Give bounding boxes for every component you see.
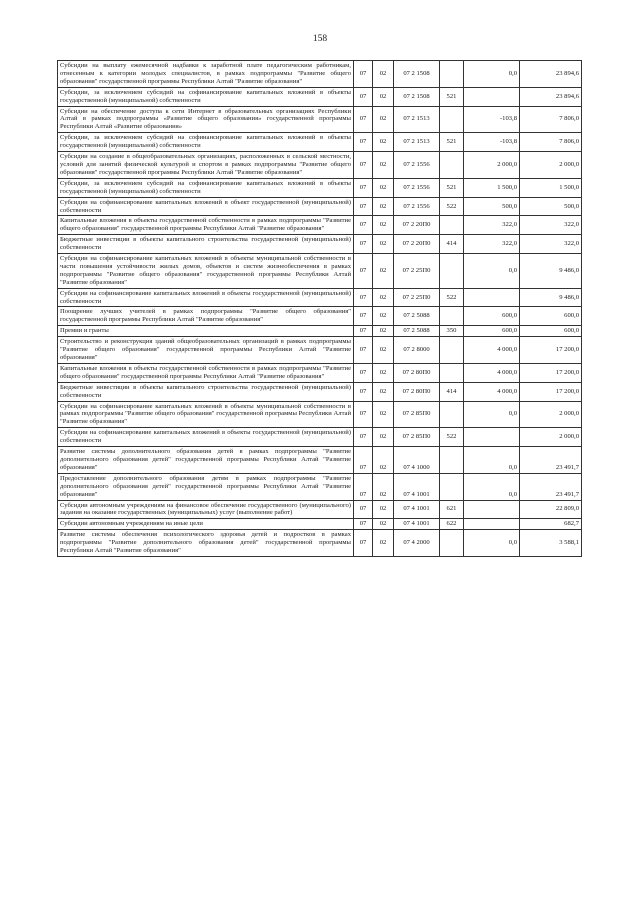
amount-total: 2 000,0 bbox=[520, 428, 582, 447]
target-article-code: 07 4 1001 bbox=[394, 473, 440, 500]
subsection-code: 02 bbox=[373, 530, 394, 557]
amount-change: 0,0 bbox=[464, 447, 520, 474]
table-row bbox=[58, 152, 582, 179]
row-description: Премии и гранты bbox=[58, 326, 354, 337]
table-row bbox=[58, 133, 582, 152]
expense-type-code bbox=[440, 216, 464, 235]
expense-type-code: 414 bbox=[440, 382, 464, 401]
amount-change: 2 000,0 bbox=[464, 152, 520, 179]
amount-change: 322,0 bbox=[464, 235, 520, 254]
table-row bbox=[58, 337, 582, 364]
row-description: Капитальные вложения в объекты государственной собственности в рамках подпрограммы "Развитие общего образования" государственной программы Республики Алтай "Развитие образования" bbox=[58, 216, 354, 235]
amount-change: 4 000,0 bbox=[464, 363, 520, 382]
subsection-code: 02 bbox=[373, 288, 394, 307]
table-row bbox=[58, 447, 582, 474]
expense-type-code: 621 bbox=[440, 500, 464, 519]
target-article-code: 07 2 1556 bbox=[394, 152, 440, 179]
amount-total: 9 486,0 bbox=[520, 254, 582, 289]
table-row bbox=[58, 500, 582, 519]
target-article-code: 07 2 80П0 bbox=[394, 363, 440, 382]
subsection-code: 02 bbox=[373, 178, 394, 197]
table-row bbox=[58, 288, 582, 307]
amount-change bbox=[464, 288, 520, 307]
row-description: Бюджетные инвестиции в объекты капитального строительства государственной (муниципальной) собственности bbox=[58, 235, 354, 254]
section-code: 07 bbox=[354, 197, 373, 216]
target-article-code: 07 2 85П0 bbox=[394, 401, 440, 428]
target-article-code: 07 4 1001 bbox=[394, 519, 440, 530]
subsection-code: 02 bbox=[373, 428, 394, 447]
section-code: 07 bbox=[354, 401, 373, 428]
row-description: Субсидии на выплату ежемесячной надбавки к заработной плате педагогическим работникам, отнесенным к категории молодых специалистов, в рамках подпрограммы "Развитие общего образования" государственной программы Республики Алтай "Развитие образования" bbox=[58, 61, 354, 88]
table-row bbox=[58, 197, 582, 216]
row-description: Субсидии, за исключением субсидий на софинансирование капитальных вложений в объекты государственной (муниципальной) собственности bbox=[58, 87, 354, 106]
amount-change: 0,0 bbox=[464, 401, 520, 428]
section-code: 07 bbox=[354, 519, 373, 530]
table-row bbox=[58, 106, 582, 133]
expense-type-code: 350 bbox=[440, 326, 464, 337]
expense-type-code bbox=[440, 401, 464, 428]
subsection-code: 02 bbox=[373, 337, 394, 364]
section-code: 07 bbox=[354, 473, 373, 500]
amount-total: 1 500,0 bbox=[520, 178, 582, 197]
section-code: 07 bbox=[354, 235, 373, 254]
subsection-code: 02 bbox=[373, 133, 394, 152]
amount-change bbox=[464, 87, 520, 106]
table-row bbox=[58, 428, 582, 447]
table-row bbox=[58, 87, 582, 106]
section-code: 07 bbox=[354, 61, 373, 88]
subsection-code: 02 bbox=[373, 473, 394, 500]
amount-total: 7 806,0 bbox=[520, 133, 582, 152]
amount-total: 23 491,7 bbox=[520, 447, 582, 474]
table-row bbox=[58, 473, 582, 500]
amount-change: 0,0 bbox=[464, 530, 520, 557]
subsection-code: 02 bbox=[373, 254, 394, 289]
row-description: Субсидии, за исключением субсидий на софинансирование капитальных вложений в объекты государственной (муниципальной) собственности bbox=[58, 133, 354, 152]
target-article-code: 07 4 1001 bbox=[394, 500, 440, 519]
amount-total: 17 200,0 bbox=[520, 363, 582, 382]
subsection-code: 02 bbox=[373, 307, 394, 326]
subsection-code: 02 bbox=[373, 519, 394, 530]
target-article-code: 07 2 5088 bbox=[394, 326, 440, 337]
section-code: 07 bbox=[354, 326, 373, 337]
expense-type-code: 522 bbox=[440, 428, 464, 447]
row-description: Субсидии на обеспечение доступа к сети Интернет в образовательных организациях Республики Алтай в рамках подпрограммы «Развитие общего образования» государственной программы Республики Алтай «Развитие образования» bbox=[58, 106, 354, 133]
table-row bbox=[58, 307, 582, 326]
table-row bbox=[58, 235, 582, 254]
subsection-code: 02 bbox=[373, 447, 394, 474]
section-code: 07 bbox=[354, 87, 373, 106]
target-article-code: 07 2 1508 bbox=[394, 87, 440, 106]
expense-type-code bbox=[440, 307, 464, 326]
row-description: Капитальные вложения в объекты государственной собственности в рамках подпрограммы "Развитие общего образования" государственной программы Республики Алтай "Развитие образования" bbox=[58, 363, 354, 382]
section-code: 07 bbox=[354, 106, 373, 133]
amount-total: 2 000,0 bbox=[520, 152, 582, 179]
expense-type-code bbox=[440, 530, 464, 557]
section-code: 07 bbox=[354, 178, 373, 197]
budget-table bbox=[57, 60, 582, 557]
expense-type-code bbox=[440, 473, 464, 500]
target-article-code: 07 4 2000 bbox=[394, 530, 440, 557]
subsection-code: 02 bbox=[373, 87, 394, 106]
section-code: 07 bbox=[354, 382, 373, 401]
row-description: Субсидии на софинансирование капитальных вложений в объекты государственной (муниципальной) собственности bbox=[58, 288, 354, 307]
amount-change: 500,0 bbox=[464, 197, 520, 216]
row-description: Субсидии автономным учреждениям на иные цели bbox=[58, 519, 354, 530]
amount-total: 17 200,0 bbox=[520, 382, 582, 401]
target-article-code: 07 2 1508 bbox=[394, 61, 440, 88]
subsection-code: 02 bbox=[373, 500, 394, 519]
row-description: Поощрение лучших учителей в рамках подпрограммы "Развитие общего образования" государственной программы Республики Алтай "Развитие образования" bbox=[58, 307, 354, 326]
page-number: 158 bbox=[312, 34, 328, 44]
row-description: Субсидии на софинансирование капитальных вложений в объект государственной (муниципальной) собственности bbox=[58, 197, 354, 216]
target-article-code: 07 2 25П0 bbox=[394, 288, 440, 307]
row-description: Предоставление дополнительного образования детям в рамках подпрограммы "Развитие дополнительного образования детей" государственной программы Республики Алтай "Развитие образования" bbox=[58, 473, 354, 500]
amount-change: 600,0 bbox=[464, 326, 520, 337]
amount-change: 1 500,0 bbox=[464, 178, 520, 197]
target-article-code: 07 2 20П0 bbox=[394, 235, 440, 254]
target-article-code: 07 2 5088 bbox=[394, 307, 440, 326]
amount-change bbox=[464, 500, 520, 519]
target-article-code: 07 4 1000 bbox=[394, 447, 440, 474]
target-article-code: 07 2 1513 bbox=[394, 133, 440, 152]
section-code: 07 bbox=[354, 288, 373, 307]
expense-type-code: 521 bbox=[440, 178, 464, 197]
amount-change: -103,8 bbox=[464, 133, 520, 152]
amount-change: 600,0 bbox=[464, 307, 520, 326]
row-description: Строительство и реконструкция зданий общеобразовательных организаций в рамках подпрограммы "Развитие общего образования" государственной программы Республики Алтай "Развитие образования" bbox=[58, 337, 354, 364]
row-description: Субсидии на софинансирование капитальных вложений в объекты муниципальной собственности в части повышения устойчивости жилых домов, объектов и систем жизнеобеспечения в рамках подпрограммы "Развитие общего образования" государственной программы Республики Алтай "Развитие образования" bbox=[58, 254, 354, 289]
section-code: 07 bbox=[354, 216, 373, 235]
amount-change: 322,0 bbox=[464, 216, 520, 235]
amount-total: 17 200,0 bbox=[520, 337, 582, 364]
subsection-code: 02 bbox=[373, 401, 394, 428]
expense-type-code bbox=[440, 363, 464, 382]
table-row bbox=[58, 519, 582, 530]
amount-total: 9 486,0 bbox=[520, 288, 582, 307]
subsection-code: 02 bbox=[373, 106, 394, 133]
section-code: 07 bbox=[354, 530, 373, 557]
amount-total: 23 491,7 bbox=[520, 473, 582, 500]
expense-type-code bbox=[440, 61, 464, 88]
section-code: 07 bbox=[354, 363, 373, 382]
section-code: 07 bbox=[354, 428, 373, 447]
amount-change bbox=[464, 519, 520, 530]
section-code: 07 bbox=[354, 447, 373, 474]
amount-total: 600,0 bbox=[520, 307, 582, 326]
table-row bbox=[58, 363, 582, 382]
table-row bbox=[58, 216, 582, 235]
table-row bbox=[58, 401, 582, 428]
subsection-code: 02 bbox=[373, 326, 394, 337]
subsection-code: 02 bbox=[373, 197, 394, 216]
row-description: Субсидии, за исключением субсидий на софинансирование капитальных вложений в объекты государственной (муниципальной) собственности bbox=[58, 178, 354, 197]
target-article-code: 07 2 1556 bbox=[394, 178, 440, 197]
subsection-code: 02 bbox=[373, 363, 394, 382]
target-article-code: 07 2 8000 bbox=[394, 337, 440, 364]
expense-type-code: 622 bbox=[440, 519, 464, 530]
subsection-code: 02 bbox=[373, 235, 394, 254]
target-article-code: 07 2 1556 bbox=[394, 197, 440, 216]
section-code: 07 bbox=[354, 133, 373, 152]
amount-change: 0,0 bbox=[464, 254, 520, 289]
expense-type-code bbox=[440, 106, 464, 133]
subsection-code: 02 bbox=[373, 382, 394, 401]
row-description: Развитие системы обеспечения психологического здоровья детей и подростков в рамках подпрограммы "Развитие дополнительного образования детей" государственной программы Республики Алтай "Развитие образования" bbox=[58, 530, 354, 557]
section-code: 07 bbox=[354, 337, 373, 364]
subsection-code: 02 bbox=[373, 61, 394, 88]
amount-change bbox=[464, 428, 520, 447]
amount-total: 3 588,1 bbox=[520, 530, 582, 557]
expense-type-code: 522 bbox=[440, 288, 464, 307]
table-body bbox=[58, 61, 582, 557]
amount-total: 500,0 bbox=[520, 197, 582, 216]
expense-type-code: 521 bbox=[440, 87, 464, 106]
expense-type-code bbox=[440, 337, 464, 364]
amount-total: 2 000,0 bbox=[520, 401, 582, 428]
expense-type-code bbox=[440, 254, 464, 289]
target-article-code: 07 2 20П0 bbox=[394, 216, 440, 235]
table-row bbox=[58, 254, 582, 289]
row-description: Субсидии на софинансирование капитальных вложений в объекты государственной (муниципальной) собственности bbox=[58, 428, 354, 447]
amount-total: 22 809,0 bbox=[520, 500, 582, 519]
table-row bbox=[58, 382, 582, 401]
target-article-code: 07 2 80П0 bbox=[394, 382, 440, 401]
expense-type-code bbox=[440, 152, 464, 179]
amount-total: 682,7 bbox=[520, 519, 582, 530]
table-row bbox=[58, 61, 582, 88]
subsection-code: 02 bbox=[373, 216, 394, 235]
amount-change: 0,0 bbox=[464, 61, 520, 88]
target-article-code: 07 2 1513 bbox=[394, 106, 440, 133]
amount-total: 7 806,0 bbox=[520, 106, 582, 133]
table-row bbox=[58, 178, 582, 197]
expense-type-code: 522 bbox=[440, 197, 464, 216]
amount-change: 4 000,0 bbox=[464, 337, 520, 364]
row-description: Развитие системы дополнительного образования детей в рамках подпрограммы "Развитие дополнительного образования детей" государственной программы Республики Алтай "Развитие образования" bbox=[58, 447, 354, 474]
amount-total: 322,0 bbox=[520, 216, 582, 235]
row-description: Субсидии на создание в общеобразовательных организациях, расположенных в сельской местности, условий для занятий физической культурой и спортом в рамках подпрограммы "Развитие общего образования" государственной программы Республики Алтай "Развитие образования" bbox=[58, 152, 354, 179]
target-article-code: 07 2 85П0 bbox=[394, 428, 440, 447]
amount-total: 322,0 bbox=[520, 235, 582, 254]
row-description: Субсидии на софинансирование капитальных вложений в объекты муниципальной собственности в рамках подпрограммы "Развитие общего образования" государственной программы Республики Алтай "Развитие образования" bbox=[58, 401, 354, 428]
amount-total: 23 894,6 bbox=[520, 61, 582, 88]
expense-type-code: 521 bbox=[440, 133, 464, 152]
section-code: 07 bbox=[354, 254, 373, 289]
row-description: Бюджетные инвестиции в объекты капитального строительства государственной (муниципальной) собственности bbox=[58, 382, 354, 401]
subsection-code: 02 bbox=[373, 152, 394, 179]
amount-change: 4 000,0 bbox=[464, 382, 520, 401]
amount-total: 23 894,6 bbox=[520, 87, 582, 106]
section-code: 07 bbox=[354, 152, 373, 179]
table-row bbox=[58, 530, 582, 557]
target-article-code: 07 2 25П0 bbox=[394, 254, 440, 289]
section-code: 07 bbox=[354, 500, 373, 519]
expense-type-code: 414 bbox=[440, 235, 464, 254]
expense-type-code bbox=[440, 447, 464, 474]
section-code: 07 bbox=[354, 307, 373, 326]
amount-total: 600,0 bbox=[520, 326, 582, 337]
table-row bbox=[58, 326, 582, 337]
amount-change: -103,8 bbox=[464, 106, 520, 133]
row-description: Субсидии автономным учреждениям на финансовое обеспечение государственного (муниципального) задания на оказание государственных (муниципальных) услуг (выполнение работ) bbox=[58, 500, 354, 519]
amount-change: 0,0 bbox=[464, 473, 520, 500]
